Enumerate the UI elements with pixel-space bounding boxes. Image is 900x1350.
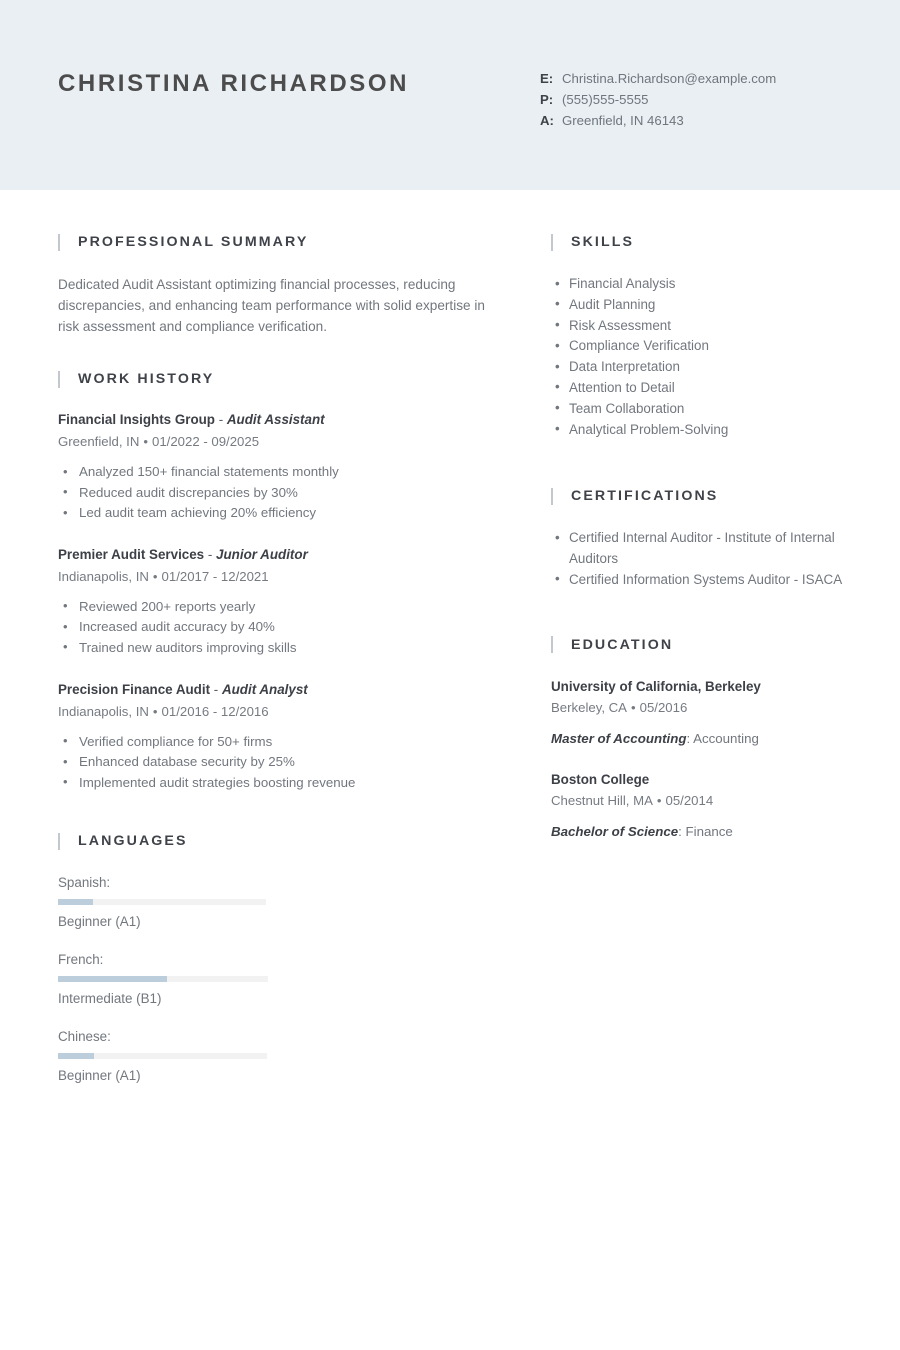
work-history-entry (58, 681, 495, 794)
skill-item: • Attention to Detail (551, 378, 851, 399)
job-role: Audit Assistant (226, 412, 325, 427)
meta-separator-dot-icon: • (143, 434, 148, 449)
job-bullet: • Verified compliance for 50+ firms (58, 732, 495, 753)
education-degree-line (551, 822, 851, 841)
language-proficiency-track (58, 976, 268, 982)
job-dates: 01/2022 - 09/2025 (152, 434, 260, 449)
education-meta (551, 791, 851, 810)
education-date: 05/2016 (639, 699, 688, 715)
job-bullet: • Led audit team achieving 20% efficiency (58, 503, 495, 524)
professional-summary-text: Dedicated Audit Assistant optimizing financial processes, reducing discrepancies, and enhancing team performance with solid expertise in risk assessment and compliance verification. (58, 277, 485, 334)
job-title-line (58, 546, 495, 564)
job-role: Junior Auditor (216, 546, 308, 562)
certifications-list (551, 528, 851, 590)
skill-item: • Data Interpretation (551, 357, 851, 378)
language-item (58, 873, 286, 932)
candidate-name: CHRISTINA RICHARDSON (58, 70, 410, 97)
language-level: Intermediate (B1) (58, 991, 162, 1007)
education-field: : Accounting (686, 730, 759, 746)
job-title-line (58, 411, 495, 429)
education-entry (551, 770, 851, 841)
heading-accent-bar-icon (551, 636, 553, 653)
contact-address-row (540, 111, 776, 132)
job-location: Greenfield, IN (58, 434, 140, 449)
skills-list (551, 274, 851, 440)
job-separator: - (214, 412, 227, 427)
education-school: University of California, Berkeley (551, 678, 761, 694)
heading-accent-bar-icon (551, 488, 553, 505)
job-dates: 01/2017 - 12/2021 (161, 568, 269, 584)
contact-block (540, 69, 776, 131)
education-location: Chestnut Hill, MA (551, 792, 653, 808)
languages-grid (58, 873, 498, 1104)
education-entry (551, 677, 851, 748)
job-dates: 01/2016 - 12/2016 (161, 703, 269, 719)
job-role: Audit Analyst (221, 681, 308, 697)
section-title: CERTIFICATIONS (571, 488, 719, 505)
heading-accent-bar-icon (551, 234, 553, 251)
job-bullet: • Enhanced database security by 25% (58, 752, 495, 773)
skill-item: • Audit Planning (551, 295, 851, 316)
job-company: Premier Audit Services (58, 546, 205, 562)
skills-heading (551, 232, 851, 252)
education-date: 05/2014 (665, 792, 714, 808)
resume-header (0, 0, 900, 190)
section-professional-summary (58, 232, 495, 337)
language-item (58, 950, 286, 1009)
language-name: Spanish: (58, 875, 111, 891)
language-item (58, 1027, 286, 1086)
work-history-entry (58, 411, 495, 524)
section-title: SKILLS (571, 234, 635, 250)
meta-separator-dot-icon: • (656, 792, 662, 808)
heading-accent-bar-icon (58, 833, 60, 850)
job-bullet: • Reviewed 200+ reports yearly (58, 597, 495, 618)
job-bullet-list (58, 732, 495, 794)
work-history-heading (58, 369, 495, 389)
job-location: Indianapolis, IN (58, 568, 149, 584)
education-degree: Master of Accounting (551, 730, 687, 746)
job-title-line (58, 681, 495, 699)
language-level: Beginner (A1) (58, 914, 141, 930)
left-column (58, 232, 495, 1134)
section-title: LANGUAGES (78, 833, 188, 850)
section-skills (551, 232, 851, 440)
language-proficiency-track (58, 899, 266, 905)
language-proficiency-fill (58, 899, 93, 905)
job-company: Financial Insights Group (58, 412, 215, 427)
phone-value[interactable]: (555)555-5555 (562, 91, 649, 107)
job-bullet: • Increased audit accuracy by 40% (58, 617, 495, 638)
section-title: PROFESSIONAL SUMMARY (78, 234, 309, 250)
education-degree-line (551, 729, 851, 748)
job-bullet: • Trained new auditors improving skills (58, 638, 495, 659)
language-proficiency-track (58, 1053, 267, 1059)
language-proficiency-fill (58, 1053, 94, 1059)
meta-separator-dot-icon: • (152, 703, 158, 719)
job-bullet: • Implemented audit strategies boosting revenue (58, 773, 495, 794)
language-level: Beginner (A1) (58, 1068, 141, 1084)
languages-heading (58, 831, 495, 851)
language-name: French: (58, 952, 104, 968)
meta-separator-dot-icon: • (630, 699, 636, 715)
job-location: Indianapolis, IN (58, 703, 149, 719)
address-label: A: (540, 112, 554, 128)
education-heading (551, 635, 851, 655)
skill-item: • Compliance Verification (551, 336, 851, 357)
right-column (551, 232, 851, 871)
job-separator: - (210, 681, 222, 697)
certification-item: • Certified Information Systems Auditor - ISACA (551, 570, 851, 591)
job-bullet: • Reduced audit discrepancies by 30% (58, 483, 495, 504)
email-label: E: (540, 71, 554, 86)
email-value[interactable]: Christina.Richardson@example.com (562, 71, 777, 86)
education-location: Berkeley, CA (551, 699, 627, 715)
certifications-heading (551, 486, 851, 506)
job-bullet-list (58, 462, 495, 524)
job-bullet-list (58, 597, 495, 659)
work-history-entry (58, 546, 495, 659)
contact-phone-row (540, 90, 776, 111)
skill-item: • Team Collaboration (551, 399, 851, 420)
education-field: : Finance (678, 823, 733, 839)
section-work-history (58, 369, 495, 793)
contact-email-row (540, 69, 776, 90)
section-languages (58, 831, 495, 1104)
section-certifications (551, 486, 851, 590)
skill-item: • Risk Assessment (551, 316, 851, 337)
certification-item: • Certified Internal Auditor - Institute of Internal Auditors (551, 528, 851, 570)
section-education (551, 635, 851, 841)
meta-separator-dot-icon: • (152, 568, 158, 584)
job-meta (58, 567, 495, 586)
education-school: Boston College (551, 771, 650, 787)
heading-accent-bar-icon (58, 234, 60, 251)
job-separator: - (204, 546, 217, 562)
education-degree: Bachelor of Science (551, 823, 679, 839)
skill-item: • Analytical Problem-Solving (551, 420, 851, 441)
job-meta (58, 702, 495, 721)
education-meta (551, 698, 851, 717)
job-bullet: • Analyzed 150+ financial statements monthly (58, 462, 495, 483)
section-title: EDUCATION (571, 636, 674, 653)
skill-item: • Financial Analysis (551, 274, 851, 295)
address-value: Greenfield, IN 46143 (562, 112, 684, 128)
heading-accent-bar-icon (58, 371, 60, 388)
job-company: Precision Finance Audit (58, 681, 211, 697)
phone-label: P: (540, 91, 554, 107)
professional-summary-heading (58, 232, 495, 252)
language-proficiency-fill (58, 976, 167, 982)
language-name: Chinese: (58, 1029, 111, 1045)
job-meta (58, 432, 495, 451)
section-title: WORK HISTORY (78, 371, 215, 387)
